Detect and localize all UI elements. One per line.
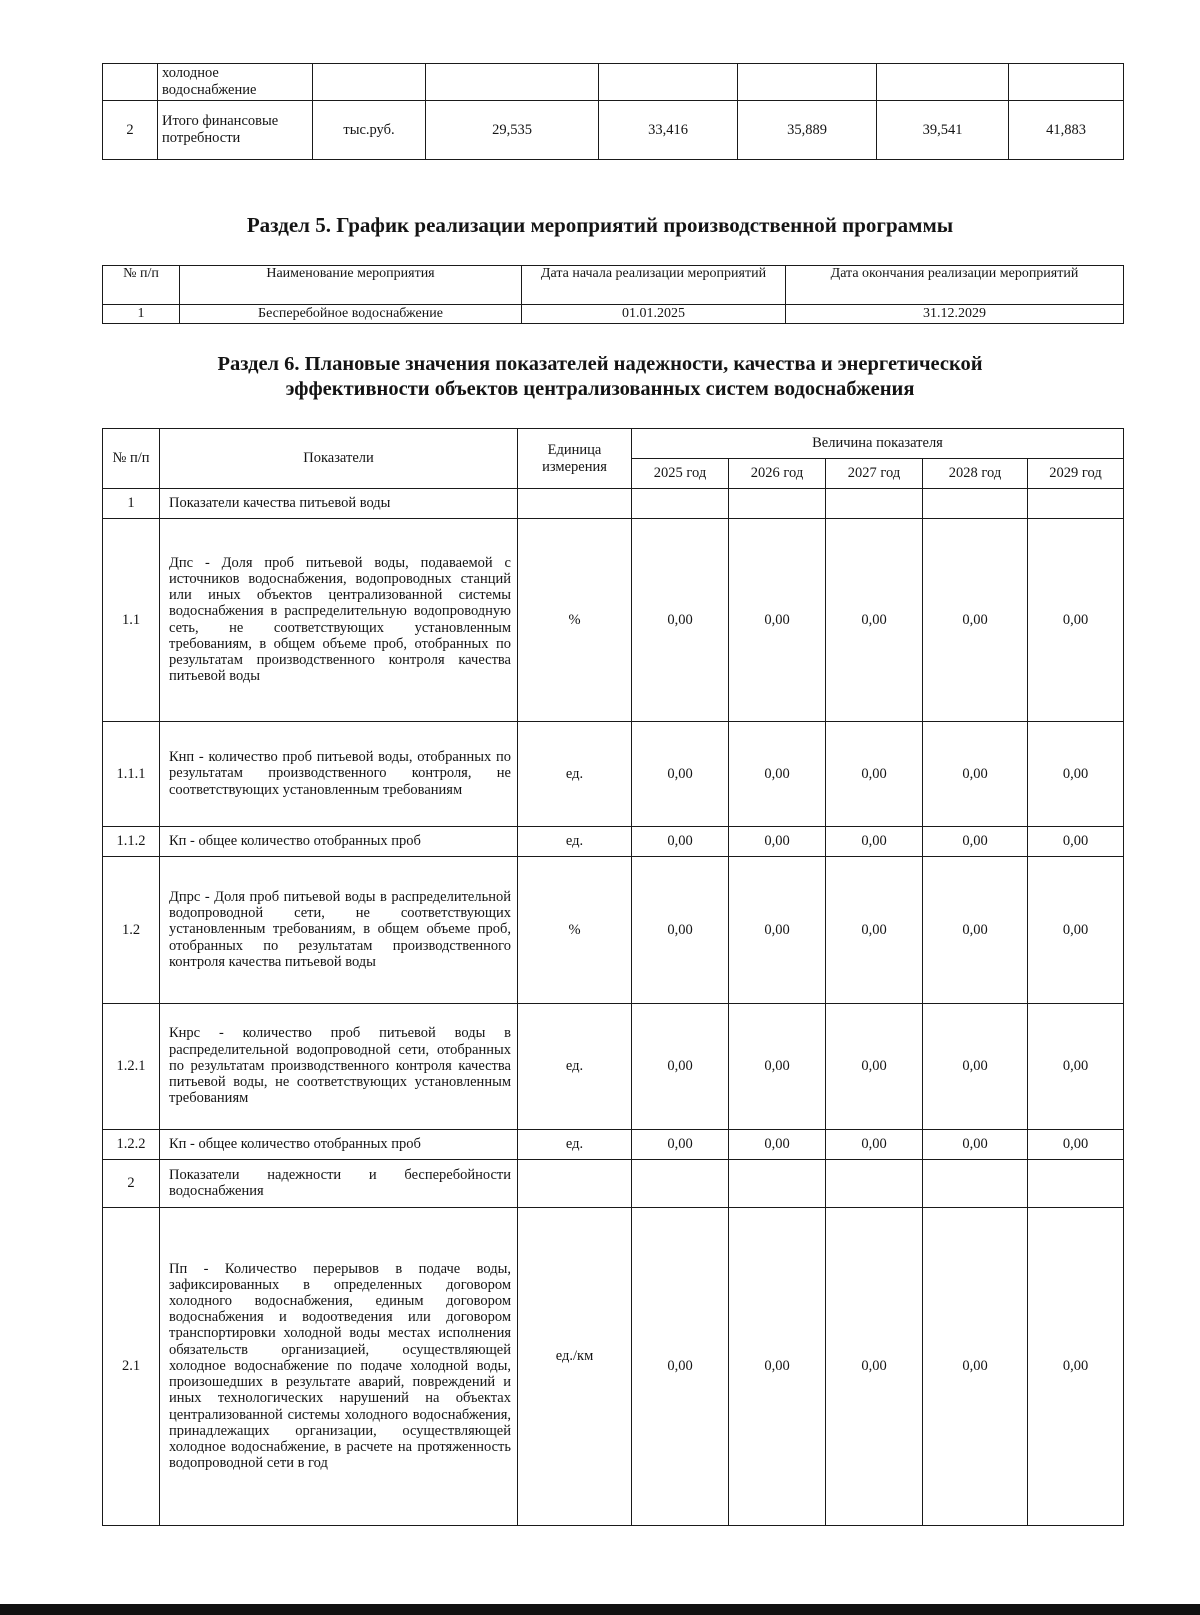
row-unit: ед. <box>518 1004 632 1130</box>
row-value <box>1028 1160 1124 1208</box>
row-value <box>1028 489 1124 519</box>
header-indicator: Показатели <box>160 429 518 489</box>
schedule-table <box>102 265 1124 324</box>
table-row <box>103 1160 1124 1208</box>
row-name: Итого финансовые потребности <box>158 101 313 160</box>
row-value: 0,00 <box>923 857 1028 1004</box>
header-end-date: Дата окончания реализации мероприятий <box>786 266 1124 305</box>
header-year: 2029 год <box>1028 459 1124 489</box>
row-value: 0,00 <box>729 1130 826 1160</box>
row-value: 29,535 <box>426 101 599 160</box>
table-row <box>103 101 1124 160</box>
row-indicator: Дпс - Доля проб питьевой воды, подаваемой с источников водоснабжения, водопроводных станций или иных объектов централизованной системы водоснабжения в распределительную водопроводную сеть, не соответствующих установленным требованиям, в общем объеме проб, отобранных по результатам производственного контроля качества питьевой воды <box>160 519 518 722</box>
row-value: 41,883 <box>1009 101 1124 160</box>
row-name: холодное водоснабжение <box>158 64 313 101</box>
row-value: 0,00 <box>632 1004 729 1130</box>
scan-edge-bar <box>0 1604 1200 1615</box>
row-unit: ед. <box>518 1130 632 1160</box>
header-name: Наименование мероприятия <box>180 266 522 305</box>
row-value: 0,00 <box>632 1208 729 1526</box>
row-value <box>729 1160 826 1208</box>
row-num: 2 <box>103 101 158 160</box>
row-value: 0,00 <box>923 519 1028 722</box>
header-num: № п/п <box>103 429 160 489</box>
header-year: 2025 год <box>632 459 729 489</box>
table-row <box>103 722 1124 827</box>
row-unit: % <box>518 519 632 722</box>
row-value: 0,00 <box>1028 722 1124 827</box>
header-value-group: Величина показателя <box>632 429 1124 459</box>
row-value: 0,00 <box>1028 827 1124 857</box>
row-value: 0,00 <box>632 722 729 827</box>
row-num: 1 <box>103 305 180 324</box>
row-value <box>826 1160 923 1208</box>
row-num: 1.2.2 <box>103 1130 160 1160</box>
table-row <box>103 1208 1124 1526</box>
row-unit: ед. <box>518 722 632 827</box>
row-value: 0,00 <box>923 1130 1028 1160</box>
row-num: 1.1 <box>103 519 160 722</box>
row-num: 1 <box>103 489 160 519</box>
row-value: 0,00 <box>826 827 923 857</box>
row-value: 0,00 <box>1028 519 1124 722</box>
row-value: 0,00 <box>826 1130 923 1160</box>
row-indicator: Кнп - количество проб питьевой воды, отобранных по результатам производственного контроля, не соответствующих установленным требованиям <box>160 722 518 827</box>
row-end-date: 31.12.2029 <box>786 305 1124 324</box>
row-value <box>632 1160 729 1208</box>
row-unit <box>518 1160 632 1208</box>
row-num: 2 <box>103 1160 160 1208</box>
row-value <box>923 489 1028 519</box>
row-value: 0,00 <box>632 1130 729 1160</box>
row-value: 39,541 <box>877 101 1009 160</box>
row-value: 0,00 <box>729 857 826 1004</box>
table-row <box>103 305 1124 324</box>
row-num: 1.2.1 <box>103 1004 160 1130</box>
header-unit: Единица измерения <box>518 429 632 489</box>
table-row <box>103 64 1124 101</box>
row-unit: тыс.руб. <box>313 101 426 160</box>
row-value: 0,00 <box>729 519 826 722</box>
row-value: 0,00 <box>729 827 826 857</box>
row-value <box>923 1160 1028 1208</box>
row-name: Бесперебойное водоснабжение <box>180 305 522 324</box>
header-start-date: Дата начала реализации мероприятий <box>522 266 786 305</box>
table-header-row <box>103 429 1124 459</box>
row-value: 35,889 <box>738 101 877 160</box>
row-value: 0,00 <box>632 519 729 722</box>
row-value: 0,00 <box>826 722 923 827</box>
row-value <box>1009 64 1124 101</box>
row-value: 0,00 <box>826 1004 923 1130</box>
row-indicator: Кп - общее количество отобранных проб <box>160 1130 518 1160</box>
table-row <box>103 489 1124 519</box>
row-value: 0,00 <box>632 857 729 1004</box>
row-value: 0,00 <box>729 722 826 827</box>
table-header-row <box>103 266 1124 305</box>
row-value: 0,00 <box>1028 857 1124 1004</box>
row-num: 2.1 <box>103 1208 160 1526</box>
row-value <box>826 489 923 519</box>
row-value: 0,00 <box>729 1208 826 1526</box>
row-value <box>599 64 738 101</box>
row-value <box>426 64 599 101</box>
row-value <box>729 489 826 519</box>
row-value: 0,00 <box>923 1208 1028 1526</box>
row-value <box>632 489 729 519</box>
row-value: 0,00 <box>826 1208 923 1526</box>
row-value: 0,00 <box>826 857 923 1004</box>
row-value: 0,00 <box>1028 1130 1124 1160</box>
table-row <box>103 519 1124 722</box>
indicators-table <box>102 428 1124 1526</box>
row-value: 0,00 <box>1028 1208 1124 1526</box>
row-indicator: Кп - общее количество отобранных проб <box>160 827 518 857</box>
table-row <box>103 1004 1124 1130</box>
row-value: 33,416 <box>599 101 738 160</box>
row-value: 0,00 <box>632 827 729 857</box>
section6-title <box>0 352 1200 402</box>
row-start-date: 01.01.2025 <box>522 305 786 324</box>
row-value <box>738 64 877 101</box>
table-row <box>103 827 1124 857</box>
row-value: 0,00 <box>1028 1004 1124 1130</box>
header-num: № п/п <box>103 266 180 305</box>
header-year: 2028 год <box>923 459 1028 489</box>
row-unit <box>313 64 426 101</box>
section6-title-line1: Раздел 6. Плановые значения показателей надежности, качества и энергетической <box>217 353 983 375</box>
row-indicator: Показатели качества питьевой воды <box>160 489 518 519</box>
row-num: 1.1.2 <box>103 827 160 857</box>
section6-title-line2: эффективности объектов централизованных систем водоснабжения <box>285 378 915 400</box>
financial-needs-table <box>102 63 1124 160</box>
row-unit <box>518 489 632 519</box>
row-indicator: Дпрс - Доля проб питьевой воды в распределительной водопроводной сети, не соответствующих установленным требованиям, в общем объеме проб, отобранных по результатам производственного контроля качества питьевой воды <box>160 857 518 1004</box>
row-unit: ед./км <box>518 1208 632 1526</box>
row-num: 1.1.1 <box>103 722 160 827</box>
table-row <box>103 857 1124 1004</box>
row-indicator: Кнрс - количество проб питьевой воды в распределительной водопроводной сети, отобранных по результатам производственного контроля качества питьевой воды, не соответствующих установленным требованиям <box>160 1004 518 1130</box>
row-value <box>877 64 1009 101</box>
section5-title: Раздел 5. График реализации мероприятий производственной программы <box>246 213 954 237</box>
row-value: 0,00 <box>826 519 923 722</box>
row-value: 0,00 <box>923 722 1028 827</box>
row-unit: ед. <box>518 827 632 857</box>
row-value: 0,00 <box>923 1004 1028 1130</box>
row-indicator: Пп - Количество перерывов в подаче воды, зафиксированных в определенных договором холодного водоснабжения, единым договором водоснабжения и водоотведения или договором транспортировки холодной воды местах исполнения обязательств организацией, осуществляющей холодное водоснабжение по подаче холодной воды, произошедших в результате аварий, повреждений и иных технологических нарушений на объектах централизованной системы холодного водоснабжения, принадлежащих организации, осуществляющей холодное водоснабжение, в расчете на протяженность водопроводной сети в год <box>160 1208 518 1526</box>
row-value: 0,00 <box>923 827 1028 857</box>
row-value: 0,00 <box>729 1004 826 1130</box>
row-num <box>103 64 158 101</box>
table-row <box>103 1130 1124 1160</box>
row-unit: % <box>518 857 632 1004</box>
header-year: 2027 год <box>826 459 923 489</box>
row-indicator: Показатели надежности и бесперебойности водоснабжения <box>160 1160 518 1208</box>
row-num: 1.2 <box>103 857 160 1004</box>
header-year: 2026 год <box>729 459 826 489</box>
